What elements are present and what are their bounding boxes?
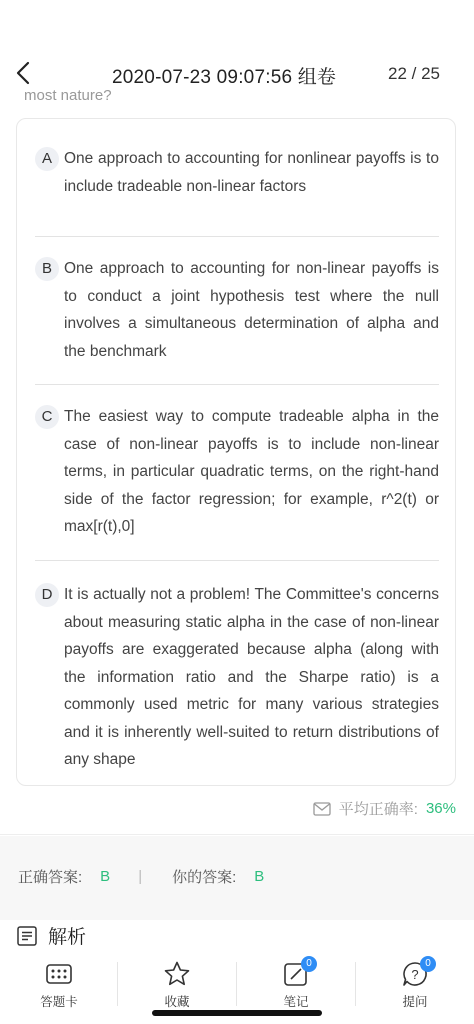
correct-answer-value: B <box>100 868 111 885</box>
option-text: The easiest way to compute tradeable alpha in the case of non-linear payoffs is to include non-linear terms, in particular quadratic terms, on the right-hand side of the factor regression; for example, r^2(t) or max[r(t),0] <box>64 408 439 535</box>
your-answer-value: B <box>254 868 265 885</box>
answers-panel <box>0 836 474 920</box>
option-d[interactable] <box>35 561 439 786</box>
tab-label: 答题卡 <box>40 995 78 1009</box>
tab-label: 提问 <box>402 995 428 1009</box>
correct-answer-label: 正确答案: <box>18 869 83 886</box>
option-a[interactable] <box>35 141 439 237</box>
option-text: It is actually not a problem! The Committee's concerns about measuring static alpha in the case of non-linear payoffs are exaggerated because alpha (along with the information ratio and the Sharpe ratio) is a commonly used metric for many various strategies and it is inherently well-suited to return distributions of any shape <box>64 586 439 768</box>
header <box>0 0 474 100</box>
tab-answer-card[interactable] <box>0 960 118 1020</box>
questions-badge: 0 <box>420 956 436 972</box>
your-answer-label: 你的答案: <box>172 869 237 886</box>
question-counter: 22 / 25 <box>388 64 440 83</box>
notes-badge: 0 <box>301 956 317 972</box>
star-icon <box>163 960 191 988</box>
answer-card-icon <box>45 960 73 988</box>
option-text: One approach to accounting for nonlinear payoffs is to include tradeable non-linear factors <box>64 150 439 195</box>
svg-text:?: ? <box>411 967 419 982</box>
option-b[interactable] <box>35 237 439 385</box>
options-card <box>16 118 456 786</box>
accuracy-label: 平均正确率: <box>338 801 418 818</box>
tab-ask-question[interactable] <box>356 960 474 1020</box>
option-letter: D <box>35 583 59 607</box>
option-letter: C <box>35 405 59 429</box>
accuracy-value: 36% <box>425 800 456 817</box>
analysis-section-header <box>16 922 86 949</box>
question-text-cut: most nature? <box>24 90 112 100</box>
home-indicator[interactable] <box>152 1010 322 1016</box>
tab-label: 笔记 <box>283 995 309 1009</box>
tab-label: 收藏 <box>164 995 190 1009</box>
option-c[interactable] <box>35 385 439 561</box>
analysis-title: 解析 <box>48 927 87 948</box>
option-letter: B <box>35 257 59 281</box>
option-text: One approach to accounting for non-linear payoffs is to conduct a joint hypothesis test where the null involves a simultaneous determination of alpha and the benchmark <box>64 260 439 360</box>
average-accuracy <box>313 798 456 819</box>
option-letter: A <box>35 147 59 171</box>
document-list-icon <box>16 925 38 947</box>
envelope-icon <box>313 802 331 816</box>
answer-separator: | <box>138 868 143 885</box>
back-arrow-icon[interactable] <box>10 58 40 88</box>
answer-line <box>18 866 264 887</box>
page-title: 2020-07-23 09:07:56 组卷 <box>112 67 337 88</box>
divider <box>0 834 474 835</box>
